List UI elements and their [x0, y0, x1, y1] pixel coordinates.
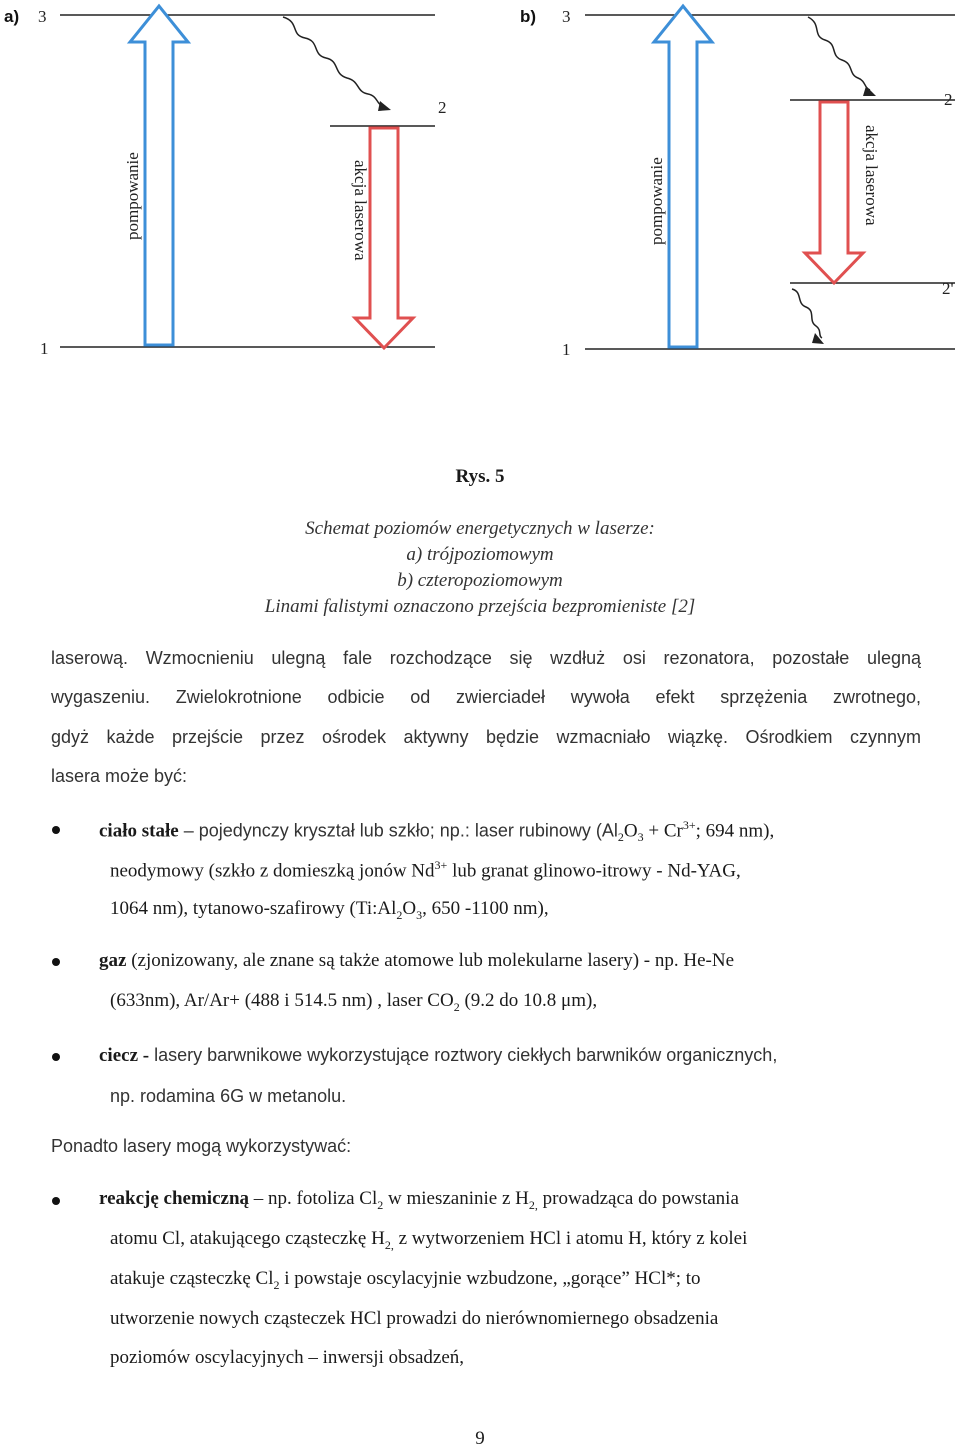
bullet-chem-line5: poziomów oscylacyjnych – inwersji obsadzeń,	[110, 1347, 465, 1368]
bullet-dot	[52, 1053, 60, 1061]
level-2-num-b: 2	[944, 90, 953, 109]
level-1-num-a: 1	[40, 339, 49, 358]
bullet-liquid-line1: ciecz - lasery barwnikowe wykorzystujące roztwory ciekłych barwników organicznych,	[99, 1045, 778, 1066]
energy-level-diagram	[0, 0, 960, 365]
level-3-num-a: 3	[38, 7, 47, 26]
bullet-solid-line1: ciało stałe – pojedynczy kryształ lub szkło; np.: laser rubinowy ($Al_2O_3 + Cr^{3+}$; 694 nm),	[99, 818, 775, 845]
caption-line: a) trójpoziomowym	[406, 544, 554, 565]
level-1-num-b: 1	[562, 340, 571, 359]
bullet-chem-line3: atakuje cząsteczkę $Cl_2$ i powstaje oscylacyjnie wzbudzone, „gorące” HCl*; to	[110, 1268, 701, 1292]
figure-title: Rys. 5	[455, 466, 505, 487]
bullet-gas-line2: (633nm), Ar/Ar+ (488 i 514.5 nm) , laser $CO_2$ (9.2 do 10.8 μm),	[110, 990, 598, 1014]
bullet-solid-line2: neodymowy (szkło z domieszką jonów $Nd^{3+}$ lub granat glinowo-itrowy - Nd-YAG,	[110, 858, 741, 882]
caption-line: Schemat poziomów energetycznych w laserze:	[305, 518, 655, 539]
panel-b-label: b)	[520, 7, 537, 26]
pump-label-b: pompowanie	[647, 157, 666, 245]
term-solid: ciało stałe	[99, 820, 179, 842]
term-gas: gaz	[99, 950, 127, 971]
paragraph-line: gdyż każde przejście przez ośrodek aktywny będzie wzmacniało wiązkę. Ośrodkiem czynnym	[51, 727, 921, 747]
bullet-solid-line3: 1064 nm), tytanowo-szafirowy ($Ti:Al_2O_3$, 650 -1100 nm),	[110, 898, 549, 922]
bullet-dot	[52, 826, 60, 834]
page-number: 9	[475, 1428, 485, 1449]
bullet-chem-line1: reakcję chemiczną – np. fotoliza $Cl_2$ w mieszaninie z $H_{2,}$ prowadząca do powstania	[99, 1188, 739, 1212]
bullet-chem-line2: atomu Cl, atakującego cząsteczkę $H_{2,}$ z wytworzeniem HCl i atomu H, który z kolei	[110, 1228, 748, 1252]
level-3-num-b: 3	[562, 7, 571, 26]
laser-label-a: akcja laserowa	[351, 160, 370, 261]
caption-line: b) czteropoziomowym	[397, 570, 563, 591]
paragraph-line: laserową. Wzmocnieniu ulegną fale rozchodzące się wzdłuż osi rezonatora, pozostałe ulegną	[51, 648, 921, 668]
pump-label-a: pompowanie	[123, 152, 142, 240]
bullet-chem-line4: utworzenie nowych cząsteczek HCl prowadzi do nierównomiernego obsadzenia	[110, 1308, 719, 1329]
paragraph-more: Ponadto lasery mogą wykorzystywać:	[51, 1136, 352, 1156]
level-2-num-a: 2	[438, 98, 447, 117]
laser-label-b: akcja laserowa	[862, 125, 881, 226]
wavy-transition-a	[283, 17, 383, 106]
paragraph-line: wygaszeniu. Zwielokrotnione odbicie od zwierciadeł wywoła efekt sprzężenia zwrotnego,	[51, 687, 921, 707]
level-2prime-num-b: 2'	[942, 279, 954, 298]
caption-line: Linami falistymi oznaczono przejścia bezpromieniste [2]	[264, 596, 696, 617]
bullet-dot	[52, 958, 60, 966]
wavy-transition-b-top	[808, 17, 870, 90]
panel-a-label: a)	[4, 7, 20, 26]
term-liquid: ciecz -	[99, 1045, 150, 1066]
term-chem: reakcję chemiczną	[99, 1188, 250, 1209]
paragraph-line: lasera może być:	[51, 766, 188, 786]
wavy-transition-b-bottom	[792, 289, 822, 338]
bullet-liquid-line2: np. rodamina 6G w metanolu.	[110, 1086, 347, 1106]
laser-arrow-b	[805, 102, 863, 283]
bullet-dot	[52, 1197, 60, 1205]
bullet-gas-line1: gaz (zjonizowany, ale znane są także atomowe lub molekularne lasery) - np. He-Ne	[99, 950, 735, 971]
